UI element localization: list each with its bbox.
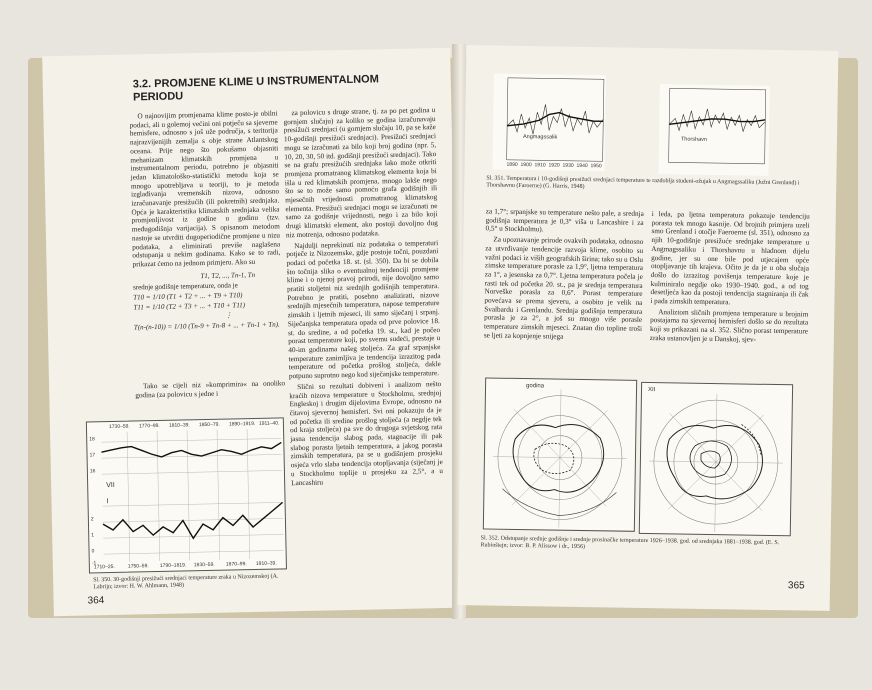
top-tick: 1850–79. (198, 421, 220, 429)
right-page (458, 45, 839, 611)
paragraph: i leda, pa ljetna temperatura pokazuje tendenciju porasta tek mnogo kasnije. Od brojnih primjera uzeli smo Grenland i otočje Faeroerne (sl. 351), odnosno za njih 10-godišnje presižuće srednjake temperature u Angmagssaliku i Thorshavnu u hladnom dijelu godine, jer su one bile pod utjecajem opće otopljavanje tih krajeva. Očito je da je u oba slučaja došlo do izrazitog povišenja temperature koje je kulminiralo negdje oko 1930–1940. god., a od tog desetljeća kao da postoji tendencija stagniranja ili čak i pada zimskih temperatura. (650, 210, 810, 307)
figure-350-chart (86, 417, 287, 573)
map-label: XII (647, 387, 656, 394)
right-column-1 (484, 207, 644, 344)
x-tick: 1920 (548, 162, 560, 169)
left-page (42, 48, 462, 616)
figure-352-december-map (639, 382, 793, 536)
paragraph: Za upoznavanje prirode ovakvih podataka, odnosno za utvrđivanje tendencije razvoja klime, osobito su važni podaci iz viših geografskih širina; tako su u Oslu zimske temperature porasle za 1,9°, ljetna temperatura za 1°, a jesenska za 0,7°. Ljetna temperatura počela je rasti tek od početka 20. st., pa je srednja temperatura Norveške porasla za 0,6°. Porast temperature povećava se prema sjeveru, a osobito je velik na Svalbardu i Grenlandu. Srednja godišnja temperatura porasla je za 2°, a još su mnogo više porasle temperature zimskih mjeseci. Znatan dio topline troši se ljeti za kopnjenje snijega (483, 235, 644, 341)
map-right-svg (640, 383, 792, 535)
y-tick: 2 (90, 516, 94, 523)
january-series-line (103, 502, 284, 540)
section-heading: 3.2. PROMJENE KLIME U INSTRUMENTALNOM PERIODU (132, 73, 379, 104)
y-tick: 16 (89, 468, 96, 475)
bottom-tick: 1790–1819. (159, 562, 187, 569)
y-tick: 1 (91, 532, 95, 539)
figure-350-svg (87, 418, 286, 572)
equation-1: T10 = 1/10 (T1 + T2 + ... + T9 + T10) (133, 291, 243, 302)
series-label-july: VII (106, 481, 115, 490)
paragraph: Slični su rezultati dobiveni i analizom nešto kraćih nizova temperature u Stockholmu, srednjoj Engleskoj i drugim dijelovima Evrope, odnosno na čitavoj sjevernoj hemisferi. Svi oni pokazuju da je od početka ili sredine prošlog stoljeća (a negdje tek od kraja stoljeća) pa sve do drugoga svjetskog rata jasna tendencija slabog pada, stagnacije ili pak slabog porasta ljetnih temperatura, a jakog porasta zimskih temperatura, pa se u godišnjem prosjeku osjeća vrlo slaba tendencija otopljavanja (siječanj je u Stockholmu toplije u prosjeku za 2,5°, a u Lancashiru (289, 379, 444, 487)
equation-intro: srednje godišnje temperature, onda je (132, 281, 238, 292)
bottom-tick: 1830–59. (193, 561, 215, 569)
bottom-tick: 1750–59. (127, 563, 149, 570)
x-tick: 1930 (562, 162, 574, 169)
station-label: Thorshavn (680, 136, 708, 143)
x-tick: 1910 (534, 162, 546, 169)
top-tick: 1730–59. (108, 423, 130, 431)
paragraph: O najnovijim promjenama klime posto-je obilni podaci, ali u golemoj većini oni potječu sa sjeverne hemisfere, odnosno s još uže područja, s teritorija najrazvijenijih zemalja s obje strane Atlantskog oceana. Prije nego što pokušamo objasniti mehanizam klimatskih promjena u instrumentalnom periodu, potrebno je objasniti jedan klimatološko-statistički metodu koja se mnogo upotrebljava u teoriji, to je metoda izglađivanja vremenskih nizova, odnosno izračunavanje presižućih (ili pokretnih) srednjaka. Opća je karakteristika klimatskih srednjaka velika promjenljivost iz godine u godinu (tzv. međugodišnja varijacija). S opisanom metodom nastoje se utvrditi dugoperiodične promjene u nizu podataka, a eliminirati previše naglašena odstupanja u nekim godinama. Kako se to radi, prikazat ćemo na jednom primjeru. Ako su (129, 109, 281, 269)
x-tick: 1950 (590, 163, 602, 170)
equation-3: T(n-(n-10)) = 1/10 (Tn-9 + Tn-8 + ... + Tn-1 + Tn). (133, 320, 280, 332)
equation-ellipsis: ⋮ (225, 311, 233, 320)
left-column-2 (283, 106, 443, 489)
top-tick: 1770–99. (138, 422, 160, 430)
map-label: godina (526, 383, 545, 390)
y-tick: 17 (89, 452, 96, 459)
left-column-1-tail (135, 379, 285, 402)
paragraph: Analiztom sličnih promjena temperature u brojnim postajama na sjevernoj hemisferi došlo se do rezultata koji su prikazani na sl. 352. Slično porast temperature zraka ustanovljen je u Danskoj, sjev- (649, 307, 809, 344)
equation-sequence: T1, T2, ..., Tn-1, Tn (200, 270, 256, 281)
map-left-svg (484, 378, 636, 530)
series-label-january: I (106, 498, 109, 506)
top-tick: 1890–1919. (228, 420, 256, 428)
x-tick: 1890 (506, 161, 518, 168)
equation-2: T11 = 1/10 (T2 + T3 + ... + T10 + T11) (133, 301, 246, 312)
figure-351-right-svg (658, 84, 769, 176)
figure-351-thorshavn (658, 84, 769, 176)
paragraph: Najdulji neprekinuti niz podataka o temperaturi potječe iz Nizozemske, gdje postoje točni, pouzdani podaci od početka 18. st. (sl. 350). Da bi se dobila što točnija slika o eventualnoj tendenciji promjene klime i o njenoj pravoj prirodi, nije dovoljno samo pratiti stoljetni niz srednjih godišnjih temperatura. Potrebno je pratiti, posebno analizirati, nizove srednjih mjesečnih temperatura, napose temperature zimskih i ljetnih mjeseci, ili samo siječanj i srpanj. Siječanjska temperatura opada od prve polovice 18. st. do sredine, a od početka 19. st., kad je počeo porast temperature koji, po svemu sudeći, prestaje u 40-im godinama našeg stoljeća. Za graf srpanjske temperature zanimljiva je tendencija izrazitog pada temperature od početka prošlog stoljeća, dakle potpuno suprotno nego kod siječanjske temperature. (286, 238, 441, 381)
bottom-tick: 1870–99. (225, 561, 247, 568)
bottom-tick: 1910–39. (255, 560, 277, 567)
x-tick: 1900 (520, 161, 532, 169)
figure-352-annual-map (483, 377, 637, 531)
figure-351-angmagssalik (492, 74, 605, 172)
y-tick: -1 (91, 560, 97, 567)
figure-351-left-svg (492, 74, 605, 172)
bottom-tick: 1710–25. (93, 563, 115, 571)
paragraph: Tako se cijeli niz »komprimira« na onoliko godina (za polovicu s jedne i (135, 379, 286, 400)
y-tick: 18 (89, 436, 95, 443)
paragraph: za 1,7°; srpanjske su temperature nešto pale, a srednja godišnja temperatura je 0,3° viša u Lancashire i za 0,5° u Stockholmu). (485, 207, 644, 234)
x-tick: 1940 (576, 162, 588, 170)
left-column-1 (129, 109, 280, 271)
july-series-line (101, 442, 281, 458)
paragraph: za polovicu s druge strane, tj. za po pet godina u gornjem slučaju) za koliko se godina izračunavaju presižući srednjaci (u gornjem slučaju 10, pa se kaže 10-godišnji presižući srednjaci). Presižući srednjaci mogu se izračunati za bilo koji broj godina (npr. 5, 10, 20, 30, 50 itd. godišnji presižući srednjaci). Tako se na grafu presižućih srednjaka lako može otkriti promjena promatranog klimatskog elementa koja bi išla u red klimatskih promjena, mnogo lakše nego što se to može samo pomoću grafa godišnjih ili mjesečnih vrijednosti promatranog klimatskog elementa. Presižući srednjaci mogu se izračunati ne samo za godišnje vrijednosti, nego i za bilo koji drugi klimatski element, ako postoji dovoljno dug niz motrenja, odnosno podataka. (283, 106, 438, 240)
y-tick: 0 (91, 548, 95, 555)
figure-350-caption: Sl. 350. 30-godišnji presižući srednjaci temperature zraka u Nizozemskoj (A. Labrijn; izvor: H. W. Ahlmann, 1948) (93, 573, 279, 591)
page-number: 364 (87, 595, 105, 607)
top-tick: 1911–40. (258, 420, 280, 427)
station-label: Angmagssalik (522, 134, 558, 141)
top-tick: 1810–39. (168, 422, 190, 429)
figure-351-caption: Sl. 351. Temperatura i 10-godišnji presižući srednjaci temperature te razdoblja studeni-ožujak u Angmagssaliku (Južni Grenland) i Thorshavnu (Faroerne) (G. Harris, 1948) (486, 175, 800, 190)
figure-352-caption: Sl. 352. Odstupanje srednje godišnje i srednje prosinačke temperature 1926–1938. god. od srednjaka 1881–1938. god. (E. S. Rubinštejn; izvor: B. P. Alissow i dr., 1956) (480, 535, 780, 551)
page-number: 365 (787, 580, 805, 592)
right-column-2 (650, 210, 810, 347)
